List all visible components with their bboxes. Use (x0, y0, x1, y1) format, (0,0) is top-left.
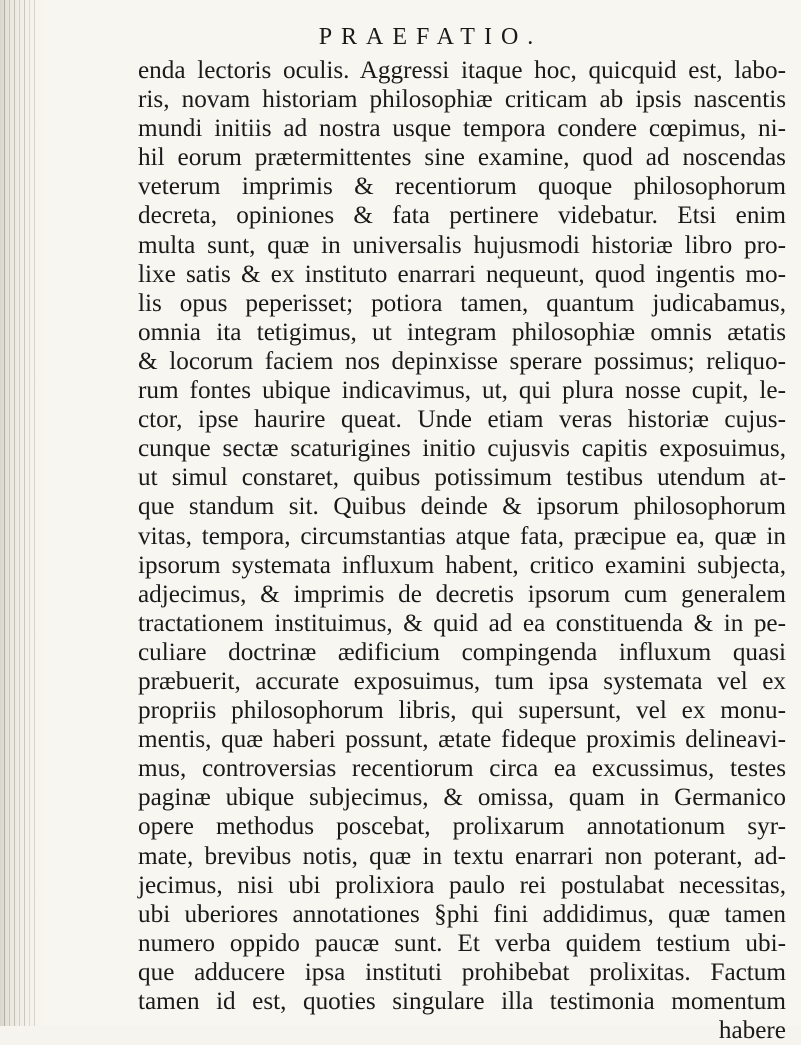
text-line: adjecimus, & imprimis de decretis ipsorum cum generalem (138, 580, 786, 608)
text-line: que standum sit. Quibus deinde & ipsorum philosophorum (138, 493, 786, 521)
text-line: decreta, opiniones & fata pertinere videbatur. Etsi enim (138, 202, 786, 230)
gutter-line (4, 0, 5, 1026)
gutter-line (34, 0, 35, 1026)
text-line: jecimus, nisi ubi prolixiora paulo rei postulabat necessitas, (138, 871, 786, 899)
text-line: numero oppido paucæ sunt. Et verba quidem testium ubi- (138, 929, 786, 957)
text-line: ubi uberiores annotationes §phi fini addidimus, quæ tamen (138, 900, 786, 928)
gutter-line (14, 0, 15, 1026)
text-line: que adducere ipsa instituti prohibebat prolixitas. Factum (138, 958, 786, 986)
text-line: multa sunt, quæ in universalis hujusmodi historiæ libro pro- (138, 231, 786, 259)
text-line: culiare doctrinæ ædificium compingenda influxum quasi (138, 638, 786, 666)
text-line: præbuerit, accurate exposuimus, tum ipsa systemata vel ex (138, 667, 786, 695)
text-line: ut simul constaret, quibus potissimum testibus utendum at- (138, 464, 786, 492)
text-line: propriis philosophorum libris, qui supersunt, vel ex monu- (138, 697, 786, 725)
text-line: hil eorum prætermittentes sine examine, quod ad noscendas (138, 144, 786, 172)
page-gutter (0, 0, 46, 1026)
text-line: veterum imprimis & recentiorum quoque philosophorum (138, 173, 786, 201)
gutter-line (9, 0, 10, 1026)
text-line: ipsorum systemata influxum habent, critico examini subjecta, (138, 551, 786, 579)
text-line: & locorum faciem nos depinxisse sperare possimus; reliquo- (138, 347, 786, 375)
text-line: mus, controversias recentiorum circa ea excussimus, testes (138, 755, 786, 783)
gutter-line (19, 0, 20, 1026)
text-line: ctor, ipse haurire queat. Unde etiam veras historiæ cujus- (138, 406, 786, 434)
body-text (138, 56, 786, 1045)
text-line: ris, novam historiam philosophiæ criticam ab ipsis nascentis (138, 86, 786, 114)
catchword: habere (718, 1017, 786, 1045)
text-line: mentis, quæ haberi possunt, ætate fideque proximis delineavi- (138, 726, 786, 754)
text-line: lixe satis & ex instituto enarrari nequeunt, quod ingentis mo- (138, 260, 786, 288)
text-line: omnia ita tetigimus, ut integram philosophiæ omnis ætatis (138, 318, 786, 346)
text-line: paginæ ubique subjecimus, & omissa, quam in Germanico (138, 784, 786, 812)
gutter-line (29, 0, 30, 1026)
text-line: mate, brevibus notis, quæ in textu enarrari non poterant, ad- (138, 842, 786, 870)
text-line: cunque sectæ scaturigines initio cujusvis capitis exposuimus, (138, 435, 786, 463)
text-line: opere methodus poscebat, prolixarum annotationum syr- (138, 813, 786, 841)
text-line: tamen id est, quoties singulare illa testimonia momentum (138, 988, 786, 1015)
text-line: tractationem instituimus, & quid ad ea constituenda & in pe- (138, 609, 786, 637)
text-line: vitas, tempora, circumstantias atque fata, præcipue ea, quæ in (138, 522, 786, 550)
gutter-line (24, 0, 25, 1026)
text-line: mundi initiis ad nostra usque tempora condere cœpimus, ni- (138, 115, 786, 143)
text-line: lis opus peperisset; potiora tamen, quantum judicabamus, (138, 289, 786, 317)
text-line: rum fontes ubique indicavimus, ut, qui plura nosse cupit, le- (138, 377, 786, 405)
text-line: enda lectoris oculis. Aggressi itaque hoc, quicquid est, labo- (138, 57, 786, 84)
running-head: PRAEFATIO. (318, 24, 543, 50)
